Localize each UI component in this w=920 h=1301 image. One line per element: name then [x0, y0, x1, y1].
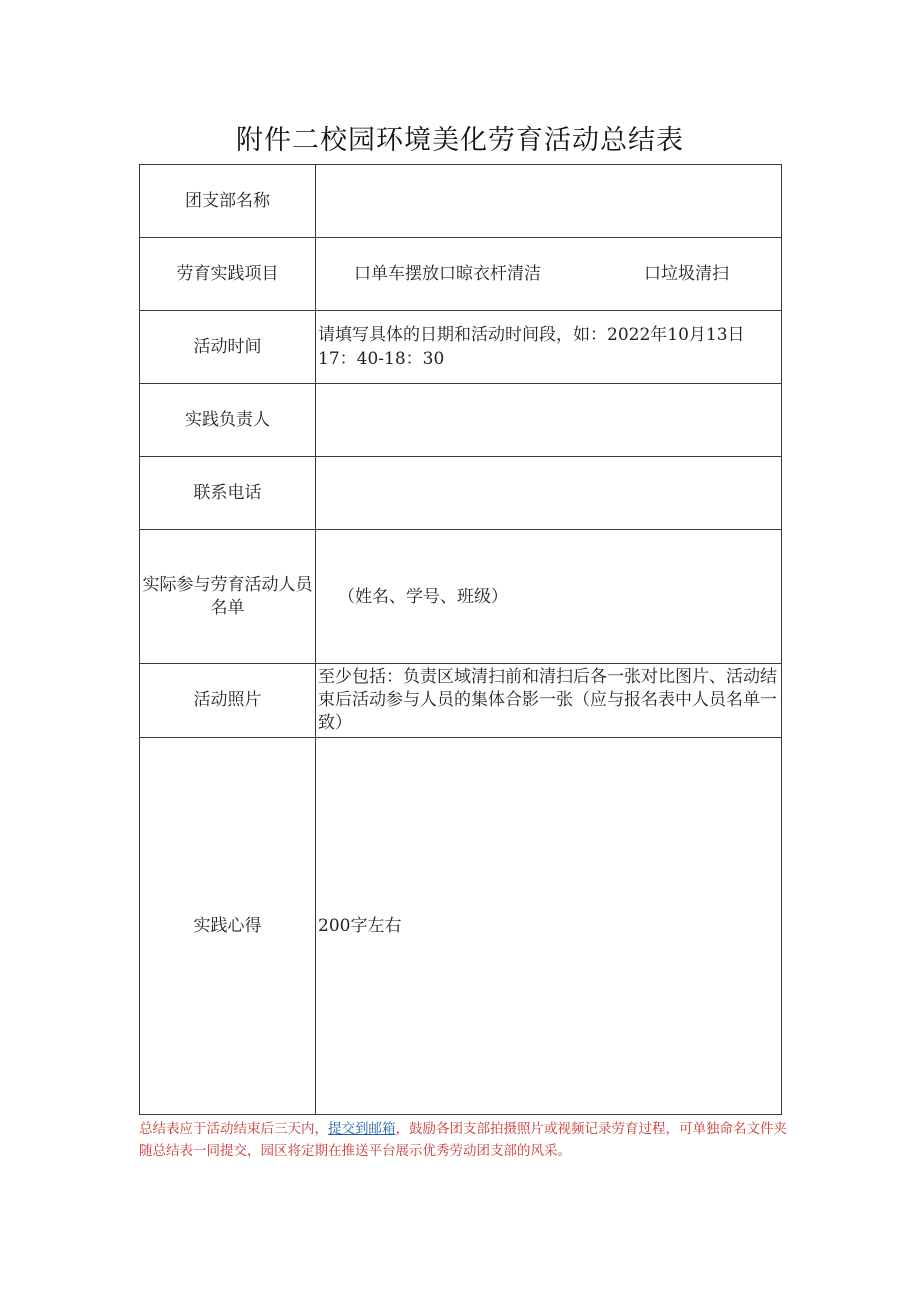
project-option-bike-clothesline[interactable]: 口单车摆放口晾衣杆清洁 [354, 264, 541, 284]
reflection-label: 实践心得 [140, 738, 316, 1115]
project-label: 劳育实践项目 [140, 238, 316, 311]
table-row [140, 384, 782, 457]
branch-name-label: 团支部名称 [140, 165, 316, 238]
footer-note [139, 1118, 789, 1162]
table-row [140, 165, 782, 238]
leader-label: 实践负责人 [140, 384, 316, 457]
table-row [140, 238, 782, 311]
table-row [140, 457, 782, 530]
table-row [140, 738, 782, 1115]
submit-email-link[interactable]: 提交到邮箱 [328, 1121, 396, 1137]
photos-field[interactable]: 至少包括：负责区域清扫前和清扫后各一张对比图片、活动结束后活动参与人员的集体合影一张（应与报名表中人员名单一致） [316, 664, 782, 738]
phone-label: 联系电话 [140, 457, 316, 530]
summary-form-table [139, 164, 782, 1115]
activity-time-label: 活动时间 [140, 311, 316, 384]
footer-text-before: 总结表应于活动结束后三天内， [139, 1121, 328, 1137]
branch-name-field[interactable] [316, 165, 782, 238]
table-row [140, 311, 782, 384]
leader-field[interactable] [316, 384, 782, 457]
footer-text-after: ，鼓励各团支部拍摄照片或视频记录劳育过程，可单独命名文件夹随总结表一同提交，园区将定期在推送平台展示优秀劳动团支部的风采。 [139, 1121, 787, 1159]
project-options [316, 238, 782, 311]
participants-field[interactable]: （姓名、学号、班级） [338, 586, 508, 607]
phone-field[interactable] [316, 457, 782, 530]
reflection-field[interactable]: 200字左右 [316, 738, 782, 1115]
table-row [140, 530, 782, 664]
page-title: 附件二校园环境美化劳育活动总结表 [236, 125, 684, 156]
participants-label: 实际参与劳育活动人员名单 [140, 530, 316, 664]
table-row [140, 664, 782, 738]
activity-time-field[interactable]: 请填写具体的日期和活动时间段，如：2022年10月13日17：40-18：30 [316, 311, 782, 384]
project-option-garbage[interactable]: 口垃圾清扫 [644, 264, 729, 284]
photos-label: 活动照片 [140, 664, 316, 738]
